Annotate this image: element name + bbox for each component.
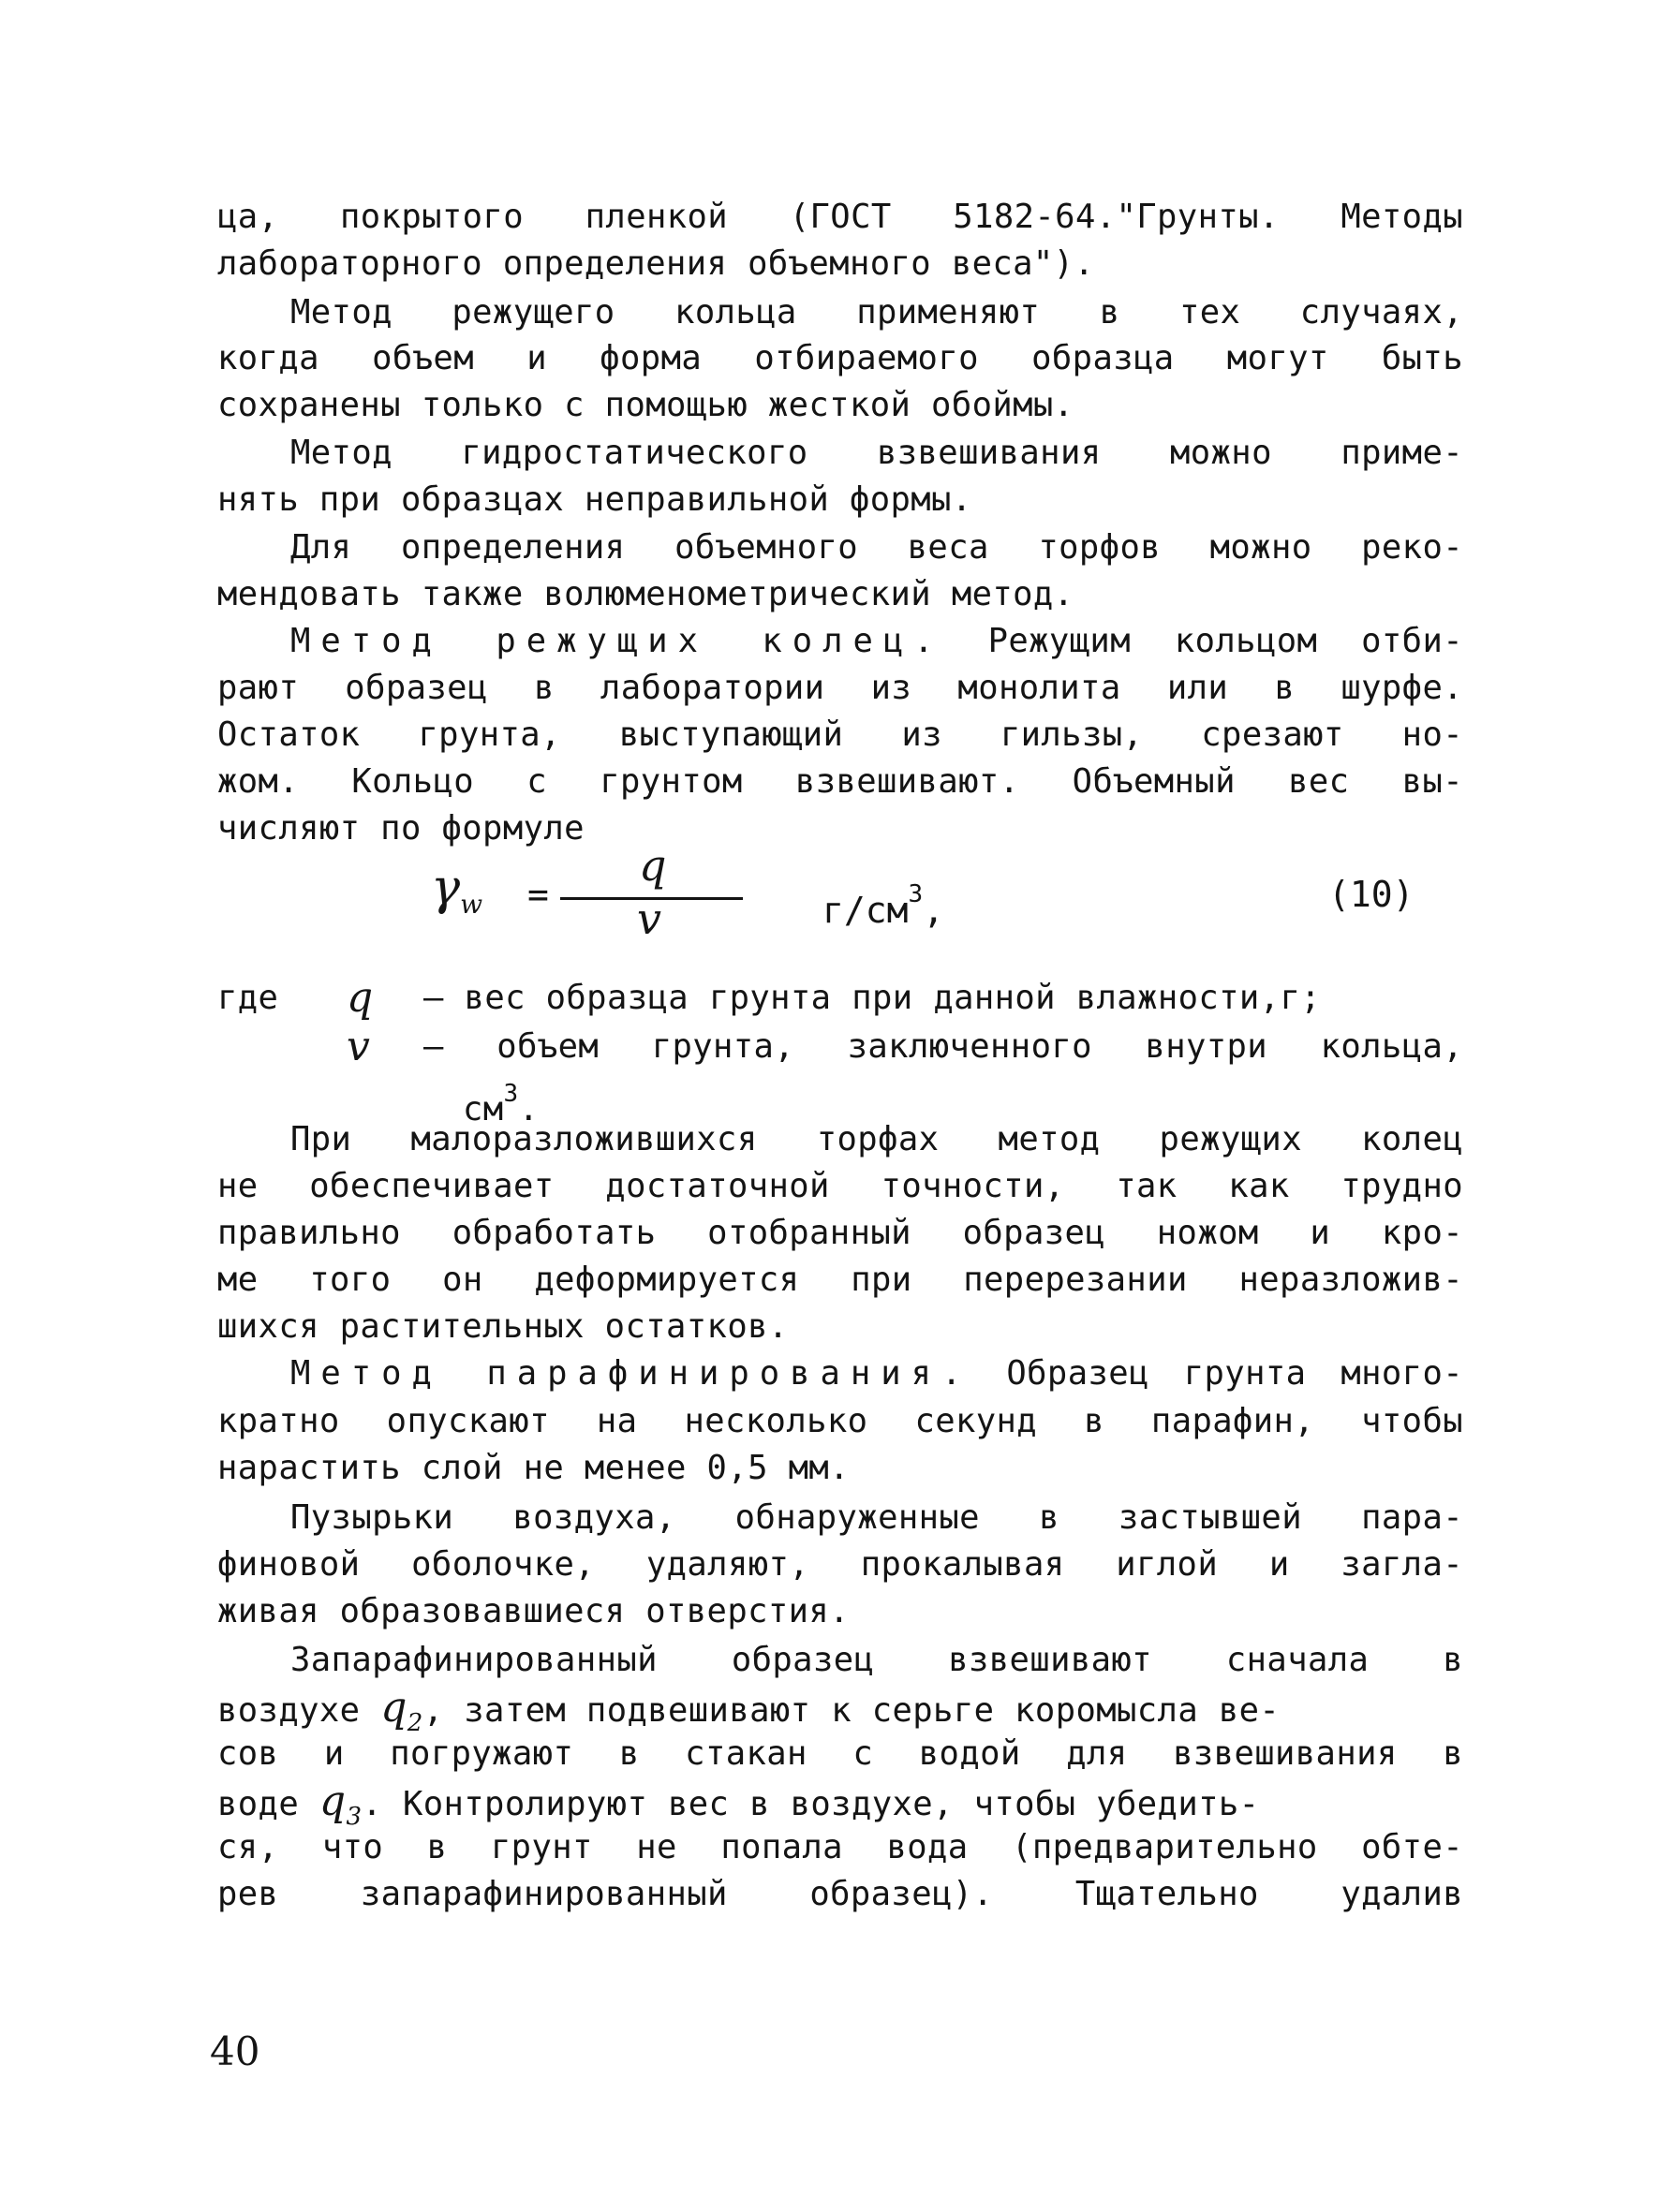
equation-number: (10) [1328, 874, 1415, 915]
page-number: 40 [210, 2028, 260, 2074]
gamma-symbol: $\gamma_w$ [431, 860, 483, 920]
equals-sign: = [527, 874, 549, 915]
text-span: воде [217, 1785, 300, 1823]
text-line: когда объем и форма отбираемого образца могут быть [217, 339, 1463, 377]
text-line: Остаток грунта, выступающий из гильзы, срезают но- [217, 715, 1463, 754]
text-line: Пузырьки воздуха, обнаруженные в застывшей пара- [290, 1498, 1463, 1537]
text-line: нарастить слой не менее 0,5 мм. [217, 1449, 850, 1487]
text-line: ся, что в грунт не попала вода (предварительно обте- [217, 1828, 1463, 1866]
text-line [217, 1777, 1463, 1831]
q-symbol: q [347, 974, 374, 1022]
text-span: . Контролируют вес в воздухе, чтобы убедить- [362, 1785, 1260, 1823]
text-line: финовой оболочке, удаляют, прокалывая иглой и загла- [217, 1545, 1463, 1584]
text-line: Метод гидростатического взвешивания можно приме- [290, 434, 1463, 472]
text-line: шихся растительных остатков. [217, 1307, 789, 1346]
where-label: где [217, 979, 279, 1017]
q2-symbol: $q_2$ [380, 1684, 423, 1737]
text-line: не обеспечивает достаточной точности, так как трудно [217, 1167, 1463, 1205]
text-line [217, 1684, 1463, 1737]
text-line: мендовать также волюменометрический метод. [217, 575, 1074, 613]
v-unit: $см^3$. [463, 1080, 540, 1128]
text-line: сохранены только с помощью жесткой обоймы. [217, 386, 1074, 424]
denominator-v: v [637, 893, 661, 944]
text-line: ме того он деформируется при перерезании неразложив- [217, 1261, 1463, 1299]
text-span: , затем подвешивают к серьге коромысла ве- [422, 1691, 1281, 1730]
text-line: сов и погружают в стакан с водой для взвешивания в [217, 1734, 1463, 1773]
text-line: Запарафинированный образец взвешивают сначала в [290, 1641, 1463, 1679]
text-line: Метод режущего кольца применяют в тех случаях, [290, 293, 1463, 332]
text-line: жом. Кольцо с грунтом взвешивают. Объемный вес вы- [217, 762, 1463, 801]
text-line: кратно опускают на несколько секунд в парафин, чтобы [217, 1402, 1463, 1440]
text-span: Образец грунта много- [1006, 1354, 1463, 1393]
text-span: Режущим кольцом отби- [987, 622, 1463, 660]
text-line: числяют по формуле [217, 809, 585, 848]
text-line: рают образец в лаборатории из монолита или в шурфе. [217, 669, 1463, 707]
q-definition: – вес образца грунта при данной влажности,г; [423, 979, 1322, 1017]
text-span: воздухе [217, 1691, 361, 1730]
text-line: При малоразложившихся торфах метод режущих колец [290, 1120, 1463, 1158]
text-line: ца, покрытого пленкой (ГОСТ 5182-64."Грунты. Методы [217, 198, 1463, 236]
v-definition: – объем грунта, заключенного внутри кольца, [423, 1027, 1463, 1066]
text-line: нять при образцах неправильной формы. [217, 480, 972, 519]
text-line [290, 618, 1463, 665]
spaced-heading: Метод режущих колец. [290, 622, 944, 660]
numerator-q: q [639, 840, 667, 891]
v-symbol: v [347, 1023, 370, 1070]
text-line: Для определения объемного веса торфов можно реко- [290, 528, 1463, 567]
text-line: живая образовавшиеся отверстия. [217, 1592, 850, 1630]
text-line [290, 1350, 1463, 1397]
q3-symbol: $q_3$ [318, 1777, 363, 1831]
formula-unit: $г/см^3$, [822, 880, 945, 931]
spaced-heading: Метод парафинирования. [290, 1354, 972, 1393]
text-line: лабораторного определения объемного веса"). [217, 244, 1095, 283]
text-line: рев запарафинированный образец). Тщательно удалив [217, 1875, 1463, 1913]
text-line: правильно обработать отобранный образец ножом и кро- [217, 1214, 1463, 1252]
